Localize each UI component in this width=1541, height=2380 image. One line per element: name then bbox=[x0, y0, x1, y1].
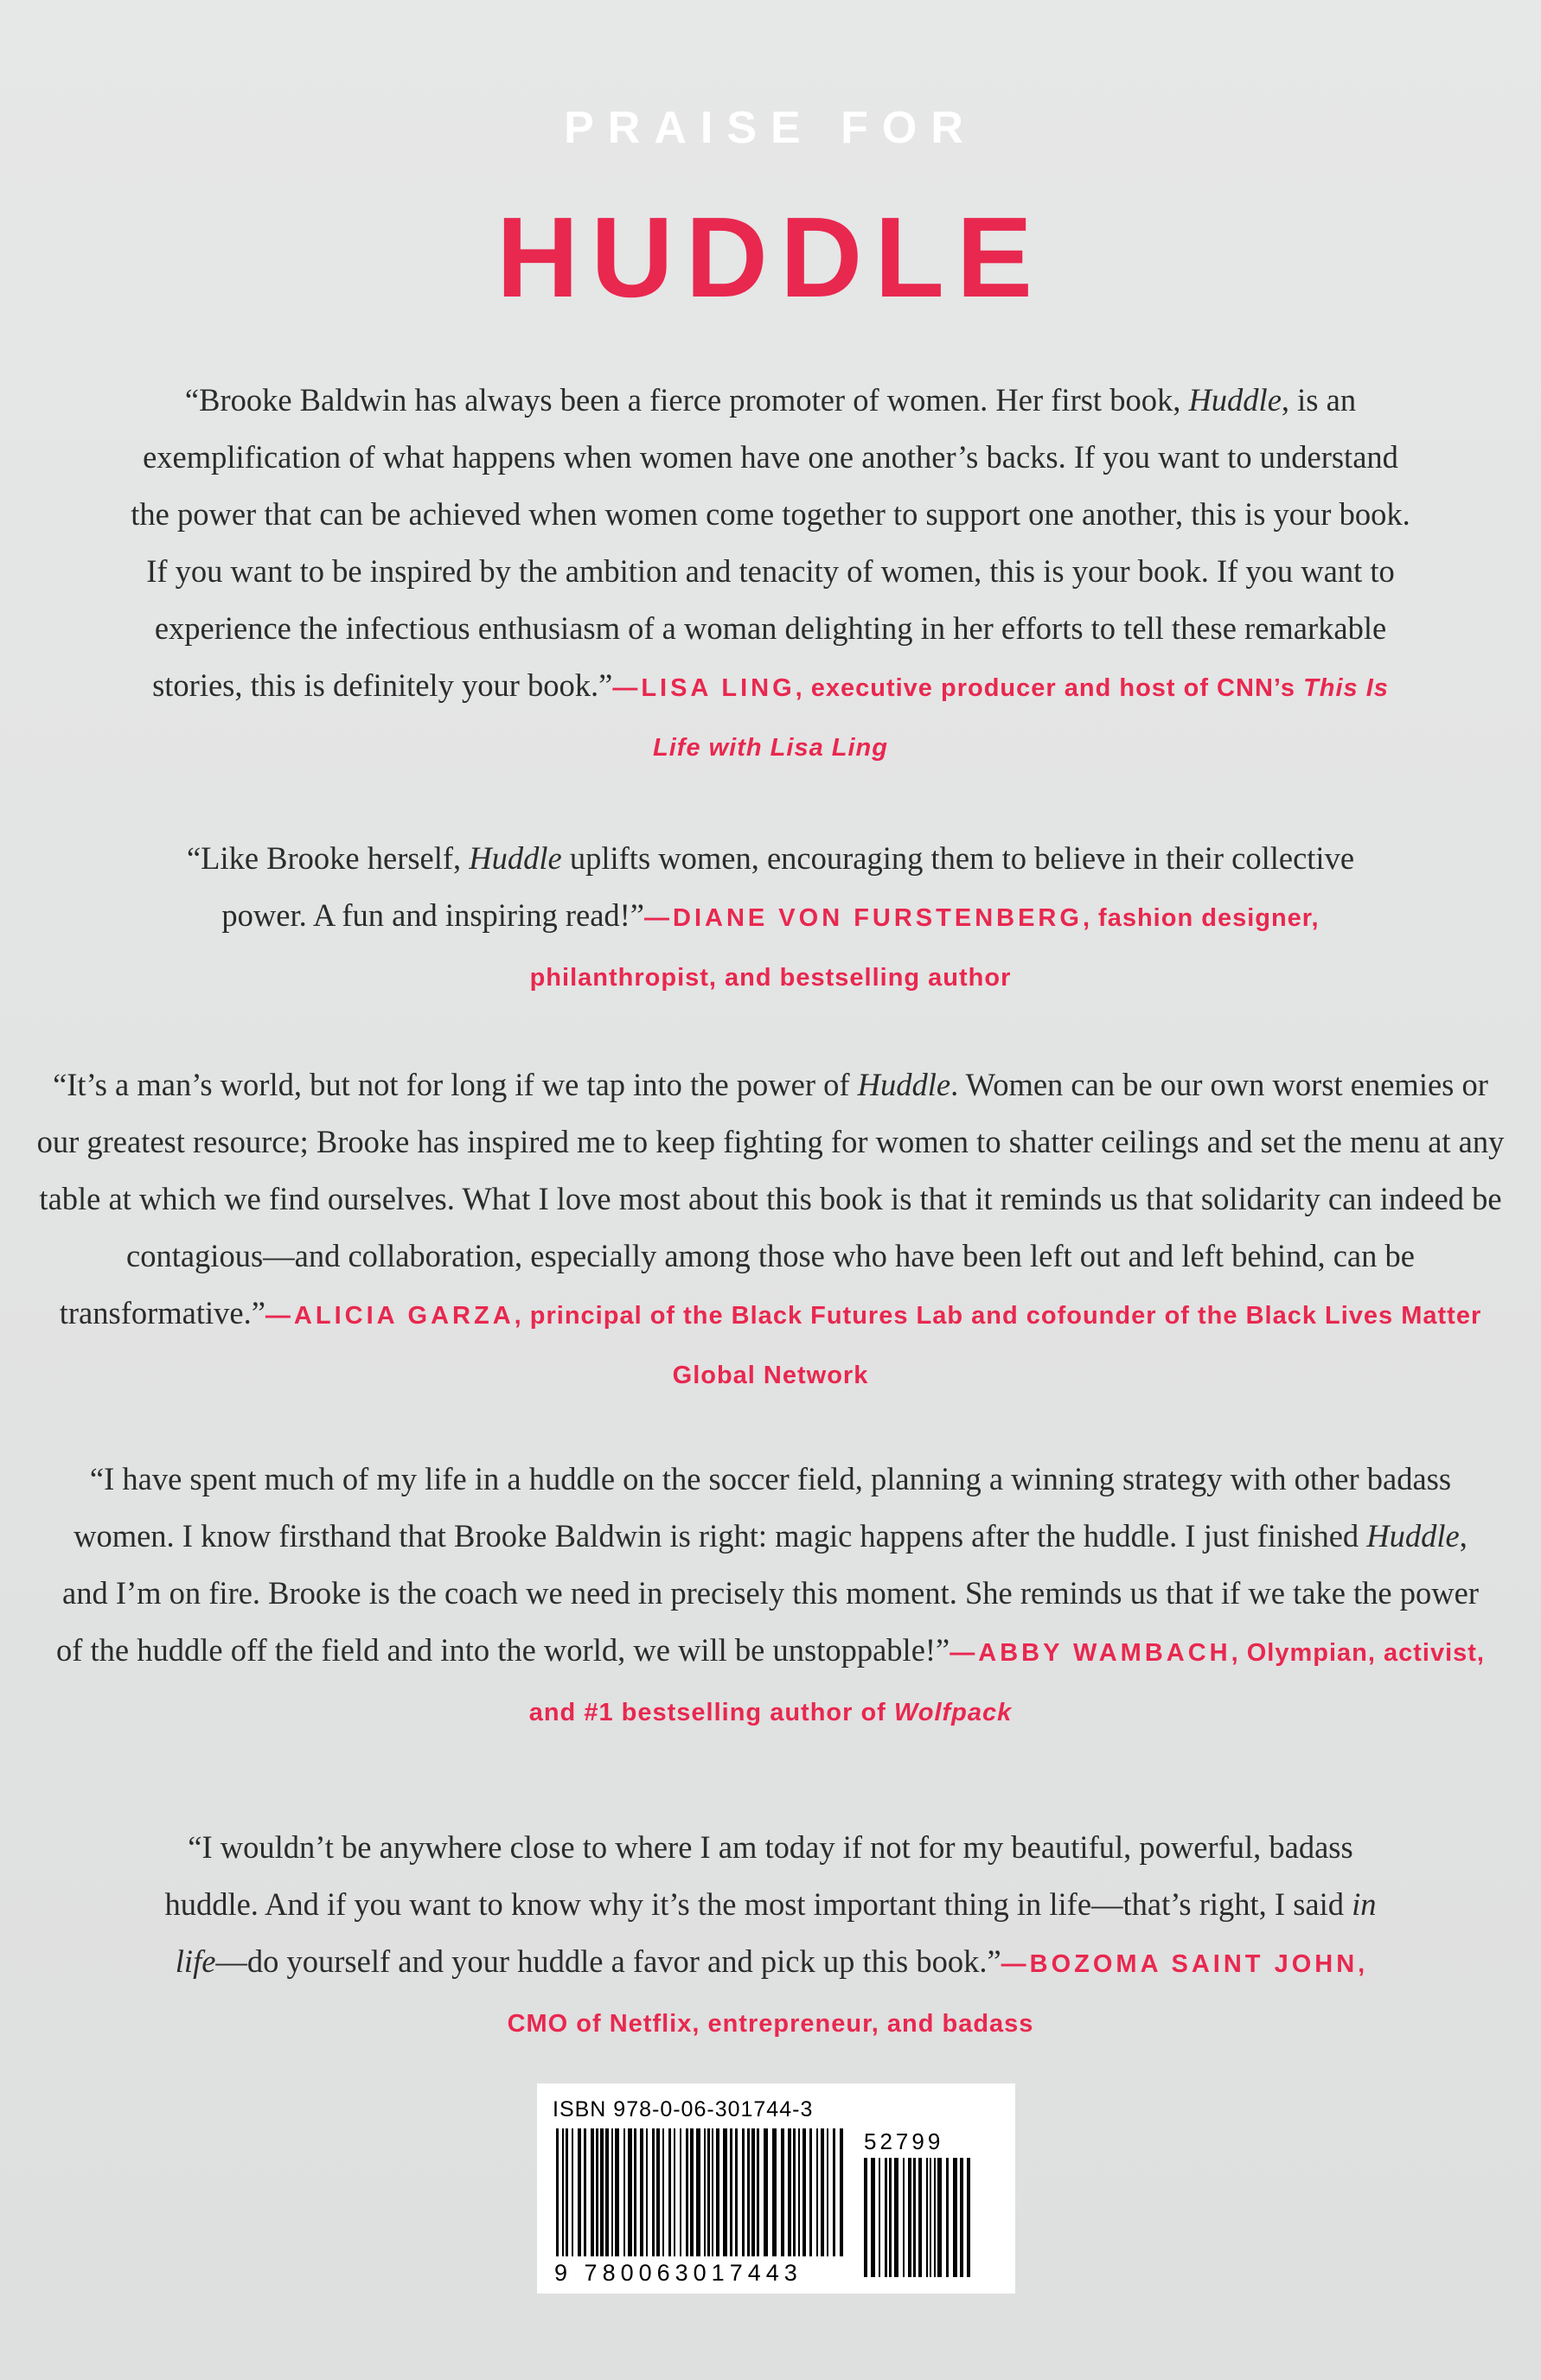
barcode-bar bbox=[611, 2128, 613, 2256]
barcode-bar bbox=[802, 2128, 806, 2256]
book-title-italic: Huddle bbox=[1366, 1518, 1460, 1554]
barcode-bar bbox=[707, 2128, 710, 2256]
author-credit: , executive producer and host of CNN’s bbox=[795, 674, 1304, 702]
barcode-bar bbox=[572, 2128, 573, 2256]
blurb-lisa-ling bbox=[130, 372, 1411, 776]
blurb-attribution bbox=[265, 1302, 1481, 1389]
barcode-bar bbox=[605, 2128, 609, 2256]
addon-bars bbox=[864, 2158, 970, 2277]
barcode-bar bbox=[757, 2128, 759, 2256]
blurb-attribution bbox=[530, 904, 1320, 992]
blurb-attribution bbox=[612, 674, 1389, 762]
ean-first-digit: 9 bbox=[554, 2260, 573, 2286]
barcode-bar bbox=[566, 2128, 568, 2256]
barcode-bar bbox=[816, 2128, 818, 2256]
barcode-bar bbox=[747, 2128, 750, 2256]
barcode-bar bbox=[674, 2128, 675, 2256]
barcode-bar bbox=[634, 2128, 636, 2256]
barcode-bar bbox=[680, 2128, 681, 2256]
isbn-text: ISBN 978-0-06-301744-3 bbox=[553, 2097, 814, 2122]
ean-digits bbox=[554, 2260, 802, 2287]
barcode-bar bbox=[668, 2128, 671, 2256]
author-credit: , CMO of Netflix, entrepreneur, and badass bbox=[507, 1950, 1366, 2038]
author-name: —ALICIA GARZA bbox=[265, 1302, 515, 1330]
author-credit-italic: This Is Life with Lisa Ling bbox=[653, 674, 1389, 762]
blurb-quote: “I have spent much of my life in a huddle on the soccer field, planning a winning strategy with other badass women. I know firsthand that Brooke Baldwin is right: magic happens after the huddle. I just finished bbox=[74, 1461, 1452, 1554]
barcode-bar bbox=[781, 2128, 784, 2256]
book-title-italic: Huddle bbox=[1188, 382, 1282, 418]
barcode-bar bbox=[798, 2128, 800, 2256]
book-title-italic: Huddle bbox=[469, 840, 562, 876]
blurb-quote: , and I’m on fire. Brooke is the coach we need in precisely this moment. She reminds us that if we take the power of the huddle off the field and into the world, we will be unstoppable!” bbox=[56, 1518, 1479, 1668]
barcode-bar bbox=[926, 2158, 928, 2277]
barcode-bar bbox=[696, 2128, 700, 2256]
barcode-bar bbox=[930, 2158, 931, 2277]
barcode-bar bbox=[764, 2128, 768, 2256]
barcode-bar bbox=[788, 2128, 791, 2256]
barcode-bar bbox=[908, 2158, 911, 2277]
barcode-bar bbox=[686, 2128, 688, 2256]
emphasis-italic: in life bbox=[175, 1886, 1377, 1979]
blurb-bozoma-saint-john bbox=[147, 1819, 1394, 2052]
blurb-quote: “Brooke Baldwin has always been a fierce promoter of women. Her first book, bbox=[184, 382, 1189, 418]
barcode-bar bbox=[751, 2128, 755, 2256]
barcode-bar bbox=[918, 2158, 922, 2277]
barcode-bar bbox=[953, 2158, 957, 2277]
book-title: HUDDLE bbox=[496, 194, 1045, 321]
barcode-bar bbox=[615, 2128, 619, 2256]
barcode-bar bbox=[742, 2128, 745, 2256]
isbn-barcode-box bbox=[537, 2083, 1015, 2294]
barcode-bar bbox=[864, 2158, 867, 2277]
blurb-alicia-garza bbox=[35, 1056, 1506, 1404]
barcode-bar bbox=[712, 2128, 713, 2256]
barcode-bar bbox=[735, 2128, 738, 2256]
barcode-bar bbox=[704, 2128, 706, 2256]
barcode-bar bbox=[623, 2128, 625, 2256]
barcode-bar bbox=[772, 2128, 777, 2256]
barcode-bar bbox=[879, 2158, 880, 2277]
barcode-bar bbox=[600, 2128, 604, 2256]
ean-right-group: 017443 bbox=[693, 2260, 802, 2286]
blurb-quote: . Women can be our own worst enemies or our greatest resource; Brooke has inspired me to keep fighting for women to shatter ceilings and set the menu at any table at which we find ourselves. What I love most about this book is that it reminds us that solidarity can indeed be contagious—and collaboration, especially among those who have been left out and left behind, can be transformative.” bbox=[36, 1067, 1505, 1330]
author-credit: , principal of the Black Futures Lab and cofounder of the Black Lives Matter Global Network bbox=[514, 1302, 1482, 1389]
barcode-bar bbox=[652, 2128, 655, 2256]
blurb-diane-von-furstenberg bbox=[173, 830, 1368, 1006]
barcode-bar bbox=[885, 2158, 887, 2277]
barcode-bar bbox=[840, 2128, 843, 2256]
blurb-quote: —do yourself and your huddle a favor and pick up this book.” bbox=[215, 1943, 1001, 1979]
barcode-bar bbox=[793, 2128, 796, 2256]
author-name: —ABBY WAMBACH bbox=[950, 1639, 1231, 1667]
barcode-bar bbox=[960, 2158, 963, 2277]
barcode-bar bbox=[578, 2128, 581, 2256]
barcode-bar bbox=[662, 2128, 664, 2256]
book-title-italic: Huddle bbox=[857, 1067, 951, 1102]
barcode-bar bbox=[827, 2128, 828, 2256]
barcode-bar bbox=[730, 2128, 732, 2256]
barcode-bar bbox=[640, 2128, 643, 2256]
author-credit: , Olympian, activist, and #1 bestselling author of bbox=[528, 1639, 1485, 1726]
barcode-bar bbox=[871, 2158, 875, 2277]
praise-kicker: PRAISE FOR bbox=[564, 103, 977, 153]
barcode-bar bbox=[913, 2158, 916, 2277]
barcode-bar bbox=[934, 2158, 936, 2277]
barcode-bar bbox=[894, 2158, 898, 2277]
barcode-bar bbox=[716, 2128, 719, 2256]
barcode-bar bbox=[596, 2128, 598, 2256]
blurb-quote: “Like Brooke herself, bbox=[186, 840, 470, 876]
author-credit: , fashion designer, philanthropist, and bestselling author bbox=[529, 904, 1320, 992]
barcode-bar bbox=[562, 2128, 564, 2256]
author-credit-italic: Wolfpack bbox=[893, 1699, 1013, 1726]
blurb-quote: “I wouldn’t be anywhere close to where I am today if not for my beautiful, powerful, badass huddle. And if you want to know why it’s the most important thing in life—that’s right, I said bbox=[164, 1829, 1353, 1922]
barcode-bar bbox=[591, 2128, 594, 2256]
barcode-bar bbox=[889, 2158, 892, 2277]
barcode-bar bbox=[584, 2128, 586, 2256]
barcode-bar bbox=[937, 2158, 942, 2277]
barcode-bar bbox=[628, 2128, 632, 2256]
author-name: —DIANE VON FURSTENBERG bbox=[644, 904, 1083, 932]
ean-left-group: 780063 bbox=[584, 2260, 694, 2286]
barcode-bar bbox=[690, 2128, 694, 2256]
blurb-quote: , is an exemplification of what happens when women have one another’s backs. If you want to understand the power that can be achieved when women come together to support one another, this is your book. If you want to be inspired by the ambition and tenacity of women, this is your book. If you want to experience the infectious enthusiasm of a woman delighting in her efforts to tell these remarkable stories, this is definitely your book.” bbox=[131, 382, 1410, 703]
barcode-bar bbox=[646, 2128, 648, 2256]
barcode-bar bbox=[656, 2128, 660, 2256]
price-code: 52799 bbox=[864, 2128, 944, 2154]
barcode-bar bbox=[723, 2128, 727, 2256]
author-name: —LISA LING bbox=[612, 674, 796, 702]
barcode-bar bbox=[556, 2128, 559, 2256]
barcode-bar bbox=[946, 2158, 949, 2277]
blurb-quote: “It’s a man’s world, but not for long if we tap into the power of bbox=[53, 1067, 858, 1102]
barcode-bar bbox=[833, 2128, 835, 2256]
barcode-bar bbox=[809, 2128, 812, 2256]
ean-bars bbox=[556, 2128, 843, 2256]
barcode-bar bbox=[967, 2158, 970, 2277]
blurb-quote: uplifts women, encouraging them to believe in their collective power. A fun and inspiring read!” bbox=[221, 840, 1355, 933]
blurb-abby-wambach bbox=[52, 1451, 1489, 1741]
author-name: —BOZOMA SAINT JOHN bbox=[1001, 1950, 1359, 1978]
barcode-bar bbox=[903, 2158, 905, 2277]
barcode-bar bbox=[821, 2128, 824, 2256]
